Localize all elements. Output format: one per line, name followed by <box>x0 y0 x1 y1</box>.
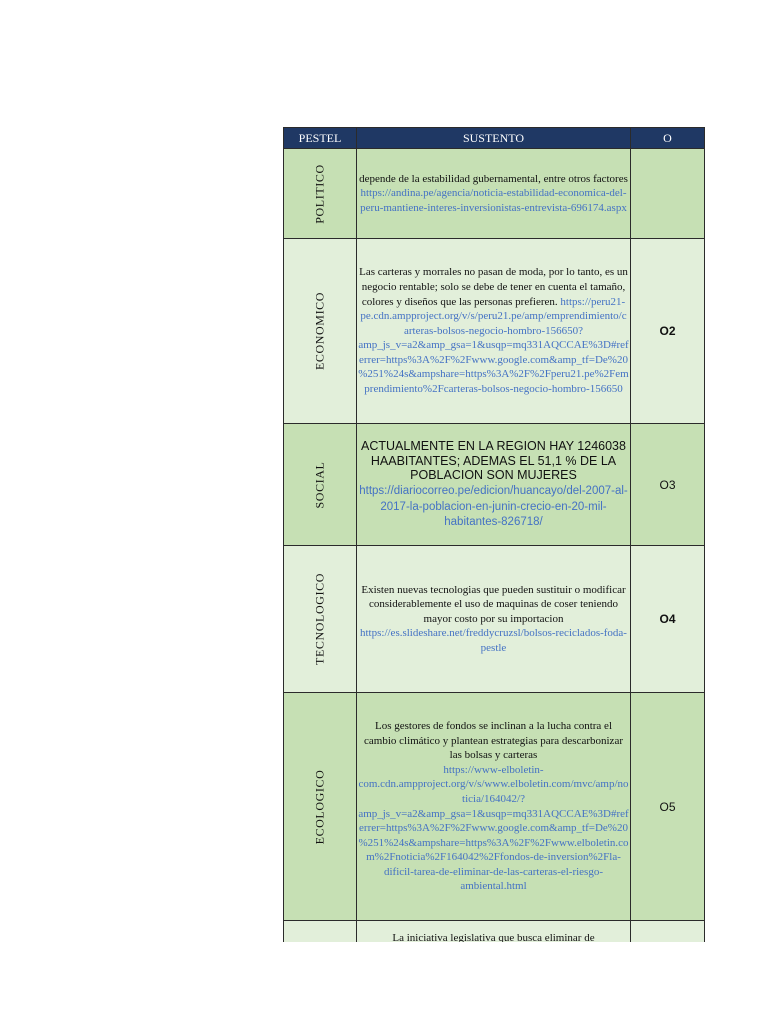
sustento-text: depende de la estabilidad gubernamental, entre otros factores <box>359 172 628 185</box>
pestel-cell <box>284 546 357 693</box>
pestel-cell <box>284 921 357 943</box>
pestel-cell <box>284 239 357 424</box>
table-row-tecnologico <box>284 546 705 693</box>
sustento-cell <box>357 149 631 239</box>
sustento-cell <box>357 921 631 943</box>
sustento-cell <box>357 424 631 546</box>
sustento-cell <box>357 693 631 921</box>
sustento-text: La iniciativa legislativa que busca eliminar de <box>392 932 595 942</box>
table-row-legal <box>284 921 705 943</box>
sustento-cell <box>357 239 631 424</box>
pestel-table-viewport <box>283 127 705 942</box>
sustento-text: Los gestores de fondos se inclinan a la lucha contra el cambio climático y plantean estrategias para descarbonizar las bolsas y carteras <box>364 719 623 762</box>
opportunity-cell: O2 <box>631 239 705 424</box>
opportunity-cell: O5 <box>631 693 705 921</box>
source-link[interactable]: https://peru21-pe.cdn.ampproject.org/v/s/peru21.pe/amp/emprendimiento/carteras-bolsos-negocio-hombro-156650?amp_js_v=a2&amp_gsa=1&usqp=mq331AQCCAE%3D#referrer=https%3A%2F%2Fwww.google.com&amp_tf=De%20%251%24s&ampshare=https%3A%2F%2Fperu21.pe%2Femprendimiento%2Fcarteras-bolsos-negocio-hombro-156650 <box>358 295 629 396</box>
pestel-label: ECONOMICO <box>312 291 327 371</box>
header-pestel: PESTEL <box>284 128 357 149</box>
table-row-economico <box>284 239 705 424</box>
pestel-label: ECOLOGICO <box>312 769 327 844</box>
sustento-text: Las carteras y morrales no pasan de moda, por lo tanto, es un negocio rentable; solo se debe de tener en cuenta el tamaño, colores y diseños que las personas prefieren. <box>359 266 628 308</box>
source-link[interactable]: https://www-elboletin-com.cdn.ampproject.org/v/s/www.elboletin.com/mvc/amp/noticia/164042/?amp_js_v=a2&amp_gsa=1&usqp=mq331AQCCAE%3D#referrer=https%3A%2F%2Fwww.google.com&amp_tf=De%20%251%24s&ampshare=https%3A%2F%2Fwww.elboletin.com%2Fnoticia%2F164042%2Ffondos-de-inversion%2Fla-dificil-tarea-de-eliminar-de-las-carteras-el-riesgo-ambiental.html <box>358 763 629 893</box>
table-row-ecologico <box>284 693 705 921</box>
pestel-table <box>283 127 705 942</box>
pestel-label: POLITICO <box>312 163 327 224</box>
pestel-cell <box>284 149 357 239</box>
source-link[interactable]: https://es.slideshare.net/freddycruzsl/bolsos-reciclados-foda-pestle <box>360 627 627 654</box>
opportunity-cell: O3 <box>631 424 705 546</box>
sustento-text: ACTUALMENTE EN LA REGION HAY 1246038 HAABITANTES; ADEMAS EL 51,1 % DE LA POBLACION SON MUJERES <box>361 439 626 483</box>
table-header-row <box>284 128 705 149</box>
header-o: O <box>631 128 705 149</box>
pestel-label: TECNOLOGICO <box>312 573 327 665</box>
table-row-politico <box>284 149 705 239</box>
table-row-social <box>284 424 705 546</box>
pestel-cell <box>284 424 357 546</box>
sustento-text: Existen nuevas tecnologias que pueden sustituir o modificar considerablemente el uso de maquinas de coser teniendo mayor costo por su importacion <box>361 583 626 625</box>
pestel-cell <box>284 693 357 921</box>
opportunity-cell <box>631 921 705 943</box>
sustento-cell <box>357 546 631 693</box>
opportunity-cell <box>631 149 705 239</box>
header-sustento: SUSTENTO <box>357 128 631 149</box>
opportunity-cell: O4 <box>631 546 705 693</box>
source-link[interactable]: https://diariocorreo.pe/edicion/huancayo/del-2007-al-2017-la-poblacion-en-junin-crecio-en-20-mil-habitantes-826718/ <box>359 485 628 529</box>
source-link[interactable]: https://andina.pe/agencia/noticia-estabilidad-economica-del-peru-mantiene-interes-inversionistas-entrevista-696174.aspx <box>360 187 627 214</box>
pestel-label: SOCIAL <box>312 461 327 508</box>
